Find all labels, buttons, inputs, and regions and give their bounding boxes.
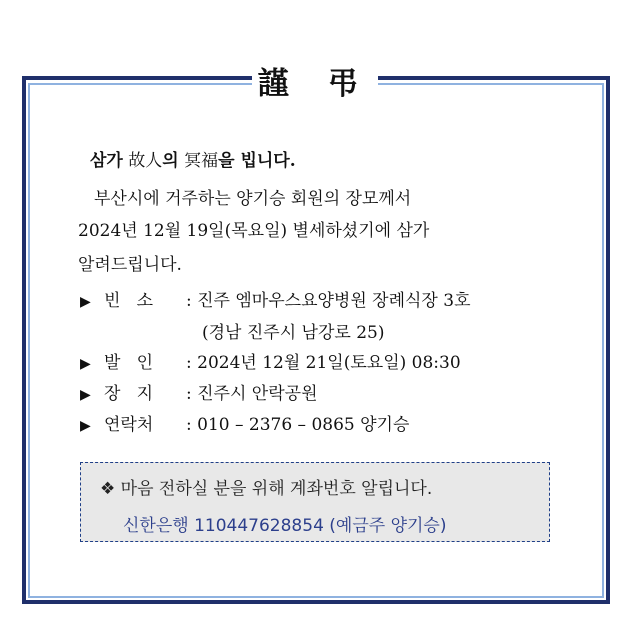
detail-row-funeral-hall — [80, 286, 471, 311]
detail-value: : 진주시 안락공원 — [186, 384, 318, 404]
headline-part3: 의 — [162, 151, 179, 171]
triangle-bullet-icon: ▶ — [80, 294, 91, 310]
detail-label: 연락처 — [104, 415, 154, 435]
triangle-bullet-icon: ▶ — [80, 418, 91, 434]
detail-label: 빈 소 — [104, 291, 154, 311]
headline-part5: 을 빕니다. — [218, 151, 296, 171]
detail-value: : 010 – 2376 – 0865 양기승 — [186, 415, 410, 435]
detail-row-burial — [80, 379, 318, 404]
detail-label: 장 지 — [104, 384, 154, 404]
headline-part2: 故人 — [122, 151, 163, 171]
address-note: (경남 진주시 남강로 25) — [202, 323, 385, 343]
detail-row-contact — [80, 410, 409, 435]
page-title: 謹 弔 — [257, 66, 373, 102]
triangle-bullet-icon: ▶ — [80, 356, 91, 372]
condolence-headline — [90, 146, 296, 171]
detail-value: : 진주 엠마우스요양병원 장례식장 3호 — [186, 291, 471, 311]
triangle-bullet-icon: ▶ — [80, 387, 91, 403]
detail-value: : 2024년 12월 21일(토요일) 08:30 — [186, 353, 461, 373]
headline-part4: 冥福 — [178, 151, 219, 171]
detail-row-departure — [80, 348, 461, 373]
message-line-2: 2024년 12월 19일(목요일) 별세하셨기에 삼가 — [78, 221, 430, 241]
message-line-3: 알려드립니다. — [78, 255, 182, 275]
detail-label: 발 인 — [104, 353, 154, 373]
headline-part1: 삼가 — [90, 151, 123, 171]
account-intro: ❖ 마음 전하실 분을 위해 계좌번호 알립니다. — [100, 479, 433, 499]
bank-account-info: 신한은행 110447628854 (예금주 양기승) — [123, 516, 447, 536]
message-line-1: 부산시에 거주하는 양기승 회원의 장모께서 — [94, 189, 412, 209]
